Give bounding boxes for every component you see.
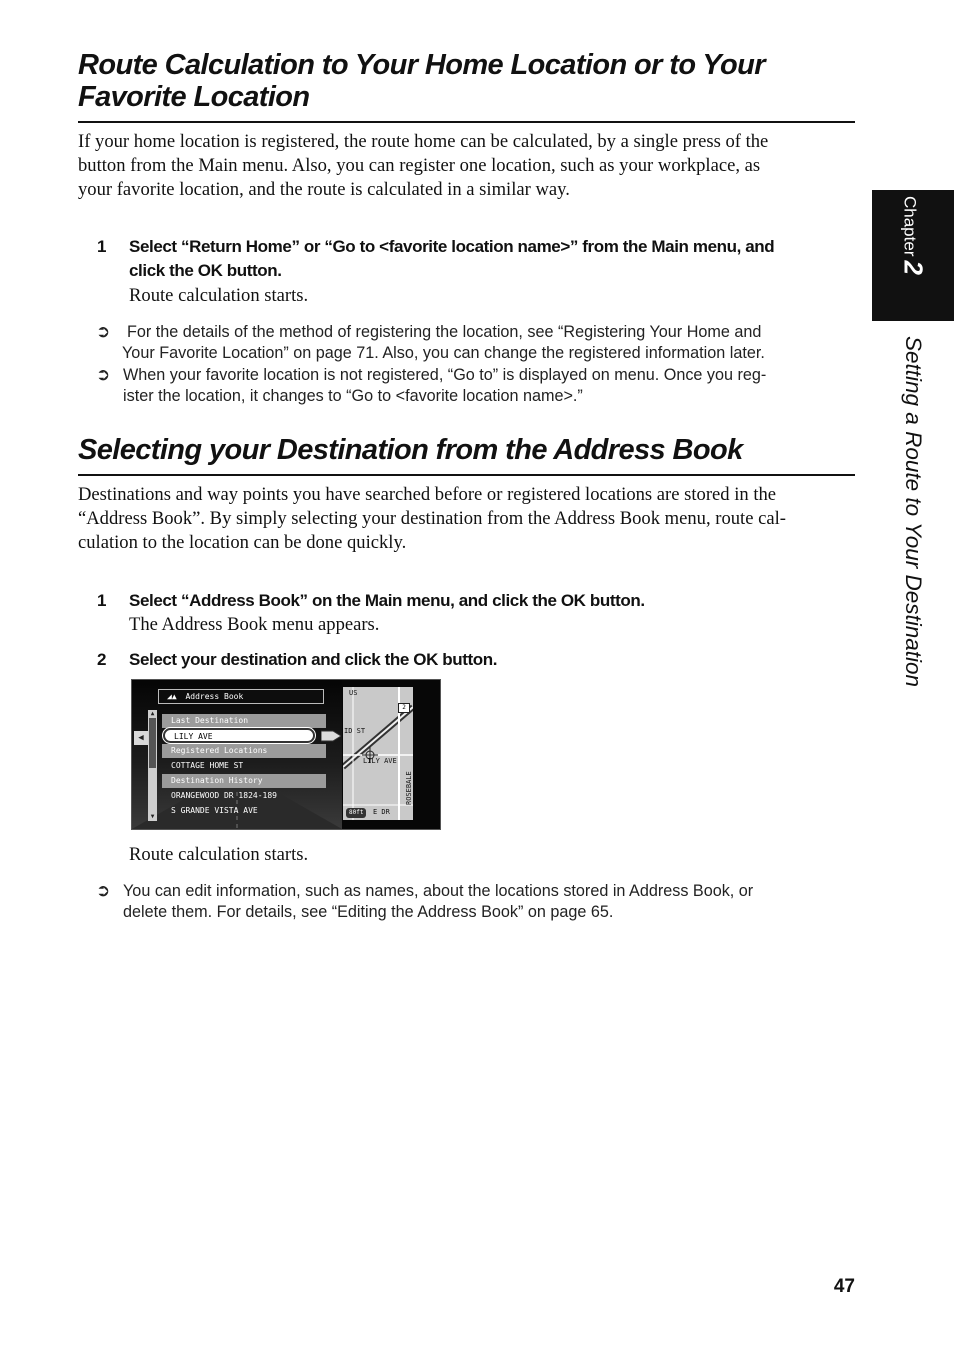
step-number: 1 [97,591,107,610]
page-number: 47 [833,1276,855,1297]
chapter-label [898,196,929,275]
section1-step1-result: Route calculation starts. [129,285,309,306]
note-line: For the details of the method of registering the location, see “Registering Your Home and [127,323,762,341]
selection-pointer-icon [321,727,341,745]
address-book-screenshot [131,679,441,830]
scroll-down-icon[interactable]: ▼ [150,813,155,820]
step-instruction: Select “Address Book” on the Main menu, and click the OK button. [129,591,645,610]
note-text [123,881,856,922]
section2-step1 [97,589,857,613]
chapter-word: Chapter [900,196,920,257]
section1-step1 [97,235,857,283]
note-line: ister the location, it changes to “Go to <favorite location name>.” [123,386,583,405]
step-number: 2 [97,650,107,669]
chapter-title: Setting a Route to Your Destination [901,336,926,688]
step-instruction [129,235,857,283]
map-label: ID ST [344,727,366,735]
scrollbar-thumb[interactable] [149,718,156,768]
section1-note-1 [96,322,856,363]
note-arrow-icon: ➲ [96,881,111,900]
section1-intro [78,130,856,202]
section1-title-line2: Favorite Location [78,81,310,113]
section1-title [78,49,854,113]
list-section-destination-history: Destination History [162,774,326,788]
scroll-left-arrow-icon[interactable]: ◀ [134,731,148,745]
intro-line: If your home location is registered, the route home can be calculated, by a single press of the [78,131,769,152]
step-number: 1 [97,237,107,256]
intro-line: culation to the location can be done quickly. [78,532,407,553]
list-item-selected[interactable]: LILY AVE [163,728,315,743]
section2-title-rule [78,474,855,476]
section2-title: Selecting your Destination from the Address Book [78,434,743,466]
intro-line: “Address Book”. By simply selecting your destination from the Address Book menu, route cal- [78,508,786,529]
scroll-up-icon[interactable]: ▲ [150,710,155,717]
section2-step1-result: The Address Book menu appears. [129,614,380,635]
list-section-last-destination: Last Destination [162,714,326,728]
note-line: You can edit information, such as names, about the locations stored in Address Book, or [123,882,754,900]
step-line: Select “Return Home” or “Go to <favorite location name>” from the Main menu, and [129,237,775,256]
list-item[interactable]: S GRANDE VISTA AVE [171,806,258,815]
section1-title-rule [78,121,855,123]
list-item[interactable]: ORANGEWOOD DR 1824-189 [171,791,277,800]
list-section-registered-locations: Registered Locations [162,744,326,758]
section2-step2 [97,648,857,672]
intro-line: your favorite location, and the route is calculated in a similar way. [78,179,570,200]
note-arrow-icon: ➲ [96,365,111,384]
note-text [122,322,856,363]
note-arrow-icon: ➲ [96,322,111,341]
step-line: click the OK button. [129,261,282,280]
section2-note [96,881,856,922]
map-label: ROSEBALE [405,771,413,805]
section2-screen-result: Route calculation starts. [129,844,309,865]
address-book-header [158,689,324,704]
intro-line: Destinations and way points you have searched before or registered locations are stored in the [78,484,777,505]
map-label: US [349,689,358,697]
map-label: E DR [373,808,390,816]
map-label: LILY AVE [363,757,397,765]
section2-intro [78,483,856,555]
address-book-icon: ◢▲ [167,692,177,701]
note-line: delete them. For details, see “Editing the Address Book” on page 65. [123,902,614,921]
map-preview [343,687,413,820]
note-text [123,365,856,406]
list-item[interactable]: COTTAGE HOME ST [171,761,244,770]
section1-title-line1: Route Calculation to Your Home Location or to Your [78,49,765,81]
note-line: Your Favorite Location” on page 71. Also, you can change the registered information later. [122,343,765,362]
map-scale: 80ft [346,808,366,818]
note-line: When your favorite location is not registered, “Go to” is displayed on menu. Once you reg- [123,366,767,384]
step-instruction: Select your destination and click the OK button. [129,650,498,669]
list-scrollbar[interactable] [148,710,157,821]
intro-line: button from the Main menu. Also, you can register one location, such as your workplace, as [78,155,761,176]
route-badge: 2 [398,703,410,713]
chapter-number: 2 [898,260,929,275]
section1-note-2 [96,365,856,406]
address-book-header-title: Address Book [185,692,244,701]
